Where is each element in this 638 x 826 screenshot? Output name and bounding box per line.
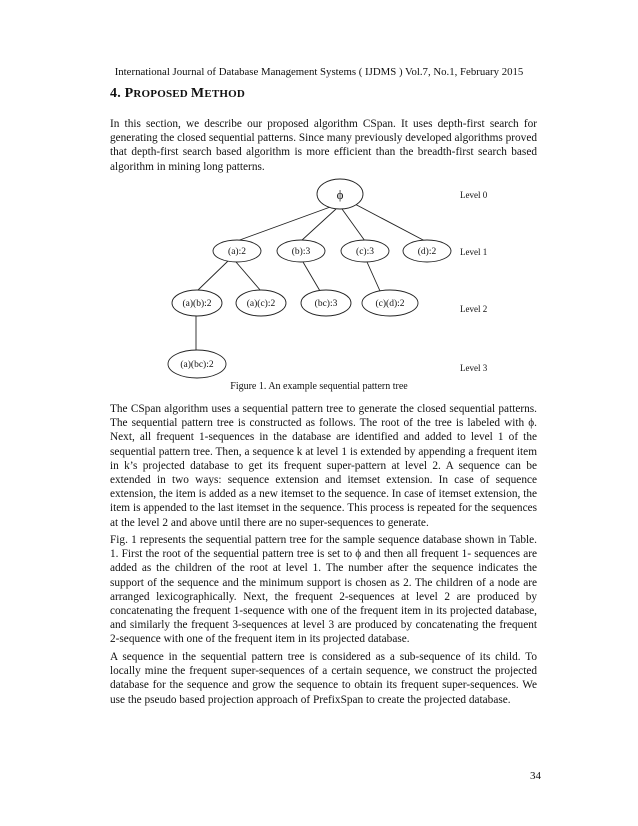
edge-a-ac: [236, 262, 261, 291]
label-a: (a):2: [228, 247, 246, 257]
level-1-label: Level 1: [460, 247, 488, 257]
tree-edges: [196, 202, 425, 351]
tree-labels: [180, 187, 436, 370]
level-2-label: Level 2: [460, 304, 488, 314]
edge-root-c: [342, 209, 365, 241]
figure-caption: Figure 1. An example sequential pattern tree: [230, 381, 408, 392]
edge-root-d: [351, 202, 425, 241]
page-number: 34: [530, 770, 541, 782]
section-number: 4.: [110, 86, 121, 101]
edge-a-ab: [197, 261, 228, 291]
edge-c-cd: [367, 262, 380, 291]
label-abc: (a)(bc):2: [180, 360, 214, 370]
label-ac: (a)(c):2: [246, 299, 276, 309]
label-ab: (a)(b):2: [182, 299, 212, 309]
figure-sequential-pattern-tree: [0, 165, 638, 395]
level-3-label: Level 3: [460, 363, 488, 373]
section-heading: [110, 86, 245, 102]
edge-b-bc: [303, 262, 320, 291]
label-root: ϕ: [336, 187, 344, 202]
label-bc: (bc):3: [314, 299, 338, 309]
paragraph-projection: A sequence in the sequential pattern tree is considered as a sub-sequence of its child. To locally mine the frequent super-sequences of a certain sequence, we construct the projected database for the sequence and grow the sequence to obtain its frequent super-sequences. We use the pseudo based projection approach of PrefixSpan to create the projected database.: [110, 651, 537, 706]
label-c: (c):3: [356, 247, 374, 257]
edge-root-a: [237, 206, 333, 241]
label-cd: (c)(d):2: [375, 299, 405, 309]
edge-root-b: [301, 209, 336, 241]
label-b: (b):3: [291, 247, 311, 257]
paragraph-intro: In this section, we describe our proposed algorithm CSpan. It uses depth-first search for generating the closed sequential patterns. Since many previously developed algorithms proved that depth-first search based algorithm is more efficient than the breadth-first search based algorithm in mining long patterns.: [110, 118, 537, 173]
level-labels: [460, 190, 488, 373]
paragraph-fig1: Fig. 1 represents the sequential pattern tree for the sample sequence database shown in Table. 1. First the root of the sequential pattern tree is set to ϕ and then all frequent 1- sequences are added as the children of the root at level 1. The number after the sequence indicates the support of the sequence and the minimum support is chosen as 2. The children of a node are arranged lexicographically. Next, the frequent 2-sequences at level 2 are produced by concatenating the frequent 1-sequence with one of the frequent item in its projected database, and similarly the frequent 3-sequences at level 3 are produced by concatenating the frequent 2-sequence with one of the frequent item in its projected database.: [110, 534, 537, 646]
level-0-label: Level 0: [460, 190, 488, 200]
section-title: PROPOSED METHOD: [124, 86, 246, 101]
paragraph-cspan-tree: The CSpan algorithm uses a sequential pattern tree to generate the closed sequential patterns. The sequential pattern tree is constructed as follows. The root of the tree is labeled with ϕ. Next, all frequent 1-sequences in the database are identified and added to level 1 of the sequential pattern tree. Then, a sequence k at level 1 is extended by appending a frequent item in k’s projected database to get its frequent super-pattern at level 2. A sequence can be extended in two ways: sequence extension and itemset extension. In case of sequence extension, the item is added as a new itemset to the sequence. In case of itemset extension, the item is appended to the last itemset in the sequence. This process is repeated for the sequences at the level 2 and above until there are no super-sequences to generate.: [110, 403, 537, 529]
label-d: (d):2: [417, 247, 437, 257]
running-header: International Journal of Database Management Systems ( IJDMS ) Vol.7, No.1, February 2015: [114, 66, 524, 78]
tree-diagram: [0, 165, 638, 380]
